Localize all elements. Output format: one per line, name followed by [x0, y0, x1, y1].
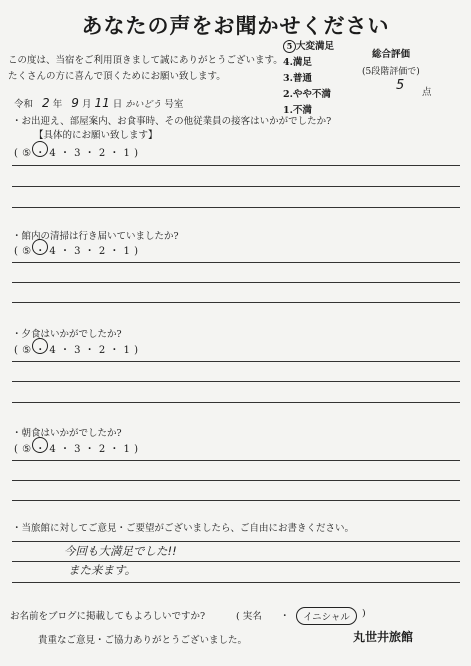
- date-month: 9: [71, 96, 79, 110]
- answer-line: [12, 381, 460, 382]
- question-1-hint: 【具体的にお願い致します】: [34, 130, 158, 141]
- blog-question: お名前をブログに掲載してもよろしいですか?: [10, 611, 206, 622]
- scale-item-1: 1.不満: [283, 105, 312, 116]
- date-room: かいどう: [125, 100, 162, 110]
- comment-text-2: また来ます。: [68, 563, 137, 577]
- scale-item-5: [283, 38, 334, 53]
- question-2-rating: ( ⑤ ・ 4 ・ 3 ・ 2 ・ 1 ): [14, 246, 139, 257]
- question-4-text: ・朝食はいかがでしたか?: [12, 428, 122, 439]
- scale-5-circle: 5: [283, 40, 296, 53]
- date-year: 2: [42, 96, 50, 110]
- comment-line: [12, 582, 460, 583]
- answer-line: [12, 460, 460, 461]
- answer-line: [12, 282, 460, 283]
- question-4-selected-circle: [32, 437, 48, 453]
- question-3-rating: ( ⑤ ・ 4 ・ 3 ・ 2 ・ 1 ): [14, 345, 139, 356]
- answer-line: [12, 165, 460, 166]
- overall-title: 総合評価: [372, 49, 411, 60]
- answer-line: [12, 480, 460, 481]
- comment-line: [12, 541, 460, 542]
- thanks-text: 貴重なご意見・ご協力ありがとうございました。: [38, 635, 248, 646]
- answer-line: [12, 402, 460, 403]
- blog-option-real: ( 実名: [236, 611, 262, 622]
- page-title: あなたの声をお聞かせください: [81, 13, 390, 38]
- intro-line-1: この度は、当宿をご利用頂きまして誠にありがとうございます。: [8, 55, 283, 66]
- blog-option-initial: イニシャル: [296, 607, 357, 625]
- date-month-unit: 月: [81, 99, 92, 110]
- question-2-text: ・館内の清掃は行き届いていましたか?: [12, 231, 179, 242]
- date-day-unit: 日: [112, 99, 123, 110]
- question-1-selected-circle: [32, 141, 48, 157]
- blog-close: ): [362, 608, 366, 619]
- date-era: 令和: [14, 99, 34, 110]
- answer-line: [12, 262, 460, 263]
- answer-line: [12, 207, 460, 208]
- inn-name: 丸世井旅館: [352, 630, 413, 644]
- scale-item-3: 3.普通: [283, 73, 312, 84]
- overall-subtitle: (5段階評価で): [362, 67, 420, 77]
- answer-line: [12, 361, 460, 362]
- question-4-rating: ( ⑤ ・ 4 ・ 3 ・ 2 ・ 1 ): [14, 444, 139, 455]
- comment-text-1: 今回も大満足でした!!: [64, 544, 177, 558]
- intro-line-2: たくさんの方に喜んで頂くためにお願い致します。: [8, 71, 226, 82]
- overall-value: 5: [396, 78, 405, 93]
- overall-unit: 点: [422, 87, 432, 98]
- date-year-unit: 年: [52, 99, 63, 110]
- answer-line: [12, 500, 460, 501]
- date-line: [14, 96, 183, 110]
- date-room-unit: 号室: [164, 99, 184, 110]
- blog-separator: ・: [280, 611, 290, 622]
- comments-prompt: ・当旅館に対してご意見・ご要望がございましたら、ご自由にお書きください。: [12, 523, 355, 534]
- scale-5-label: 大変満足: [296, 41, 335, 52]
- date-day: 11: [94, 96, 110, 110]
- question-3-selected-circle: [32, 338, 48, 354]
- answer-line: [12, 186, 460, 187]
- question-3-text: ・夕食はいかがでしたか?: [12, 329, 122, 340]
- scale-item-2: 2.やや不満: [283, 89, 331, 100]
- answer-line: [12, 302, 460, 303]
- scale-item-4: 4.満足: [283, 57, 312, 68]
- question-1-rating: ( ⑤ ・ 4 ・ 3 ・ 2 ・ 1 ): [14, 148, 139, 159]
- question-2-selected-circle: [32, 239, 48, 255]
- question-1-text: ・お出迎え、部屋案内、お食事時、その他従業員の接客はいかがでしたか?: [12, 116, 332, 127]
